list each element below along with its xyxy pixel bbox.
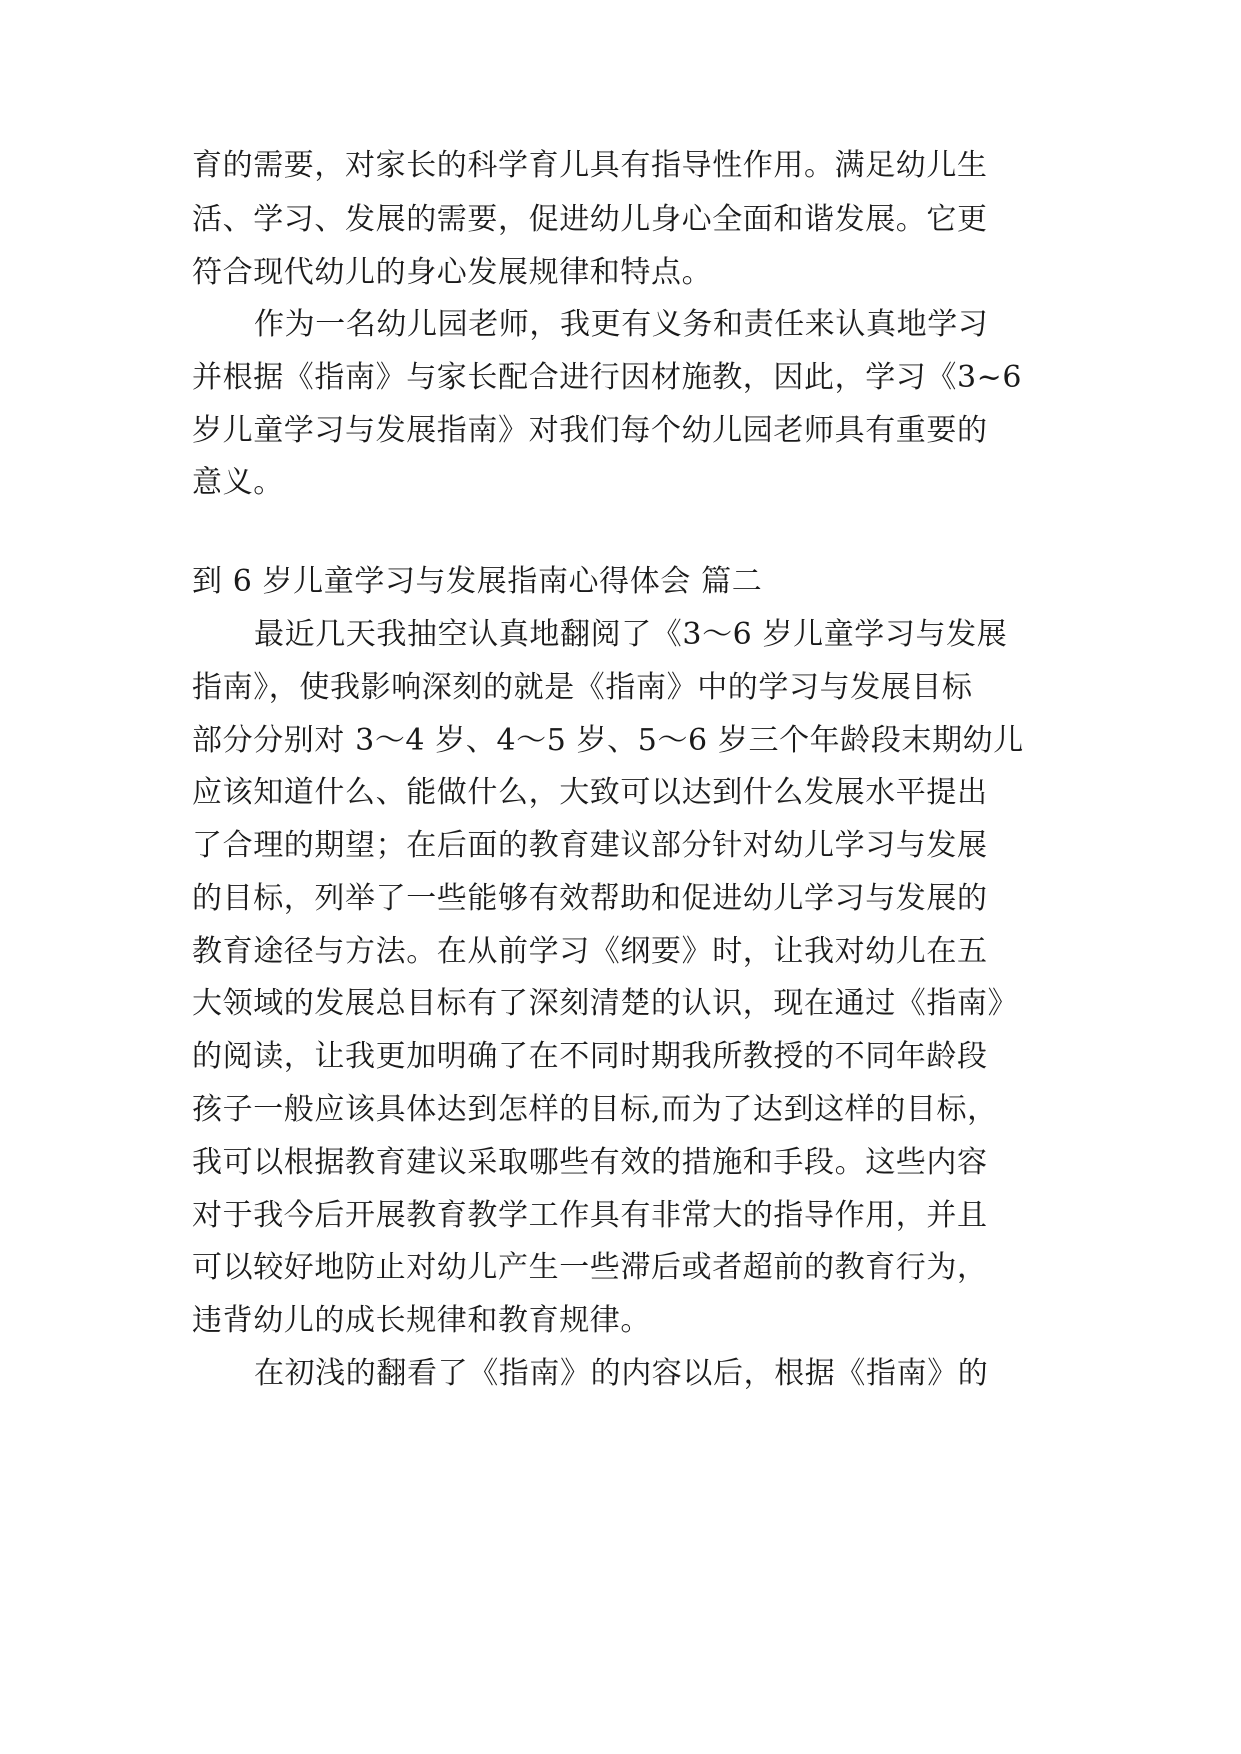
paragraph-line: 并根据《指南》与家长配合进行因材施教，因此，学习《3~6 [192,360,1023,395]
paragraph-line: 育的需要，对家长的科学育儿具有指导性作用。满足幼儿生 [192,148,988,183]
paragraph-line: 我可以根据教育建议采取哪些有效的措施和手段。这些内容 [192,1145,988,1180]
paragraph-line: 意义。 [192,465,284,500]
paragraph-line: 作为一名幼儿园老师，我更有义务和责任来认真地学习 [254,307,989,342]
paragraph-line: 部分分别对 3～4 岁、4～5 岁、5～6 岁三个年龄段末期幼儿 [192,723,1024,758]
paragraph-line: 可以较好地防止对幼儿产生一些滞后或者超前的教育行为， [192,1250,988,1285]
paragraph-line: 岁儿童学习与发展指南》对我们每个幼儿园老师具有重要的 [192,413,988,448]
paragraph-line: 指南》，使我影响深刻的就是《指南》中的学习与发展目标 [192,670,973,705]
paragraph-line: 的目标，列举了一些能够有效帮助和促进幼儿学习与发展的 [192,881,988,916]
paragraph-line: 符合现代幼儿的身心发展规律和特点。 [192,255,713,290]
paragraph-line: 大领域的发展总目标有了深刻清楚的认识，现在通过《指南》 [192,986,1019,1021]
paragraph-line: 应该知道什么、能做什么，大致可以达到什么发展水平提出 [192,775,988,810]
paragraph-line: 教育途径与方法。在从前学习《纲要》时，让我对幼儿在五 [192,934,988,969]
paragraph-line: 在初浅的翻看了《指南》的内容以后，根据《指南》的 [254,1356,989,1391]
paragraph-line: 最近几天我抽空认真地翻阅了《3～6 岁儿童学习与发展 [254,617,1008,652]
section-heading: 到 6 岁儿童学习与发展指南心得体会 篇二 [192,564,763,599]
paragraph-line: 对于我今后开展教育教学工作具有非常大的指导作用，并且 [192,1198,988,1233]
paragraph-line: 活、学习、发展的需要，促进幼儿身心全面和谐发展。它更 [192,202,988,237]
paragraph-line: 孩子一般应该具体达到怎样的目标,而为了达到这样的目标， [192,1092,998,1127]
paragraph-line: 违背幼儿的成长规律和教育规律。 [192,1303,651,1338]
paragraph-line: 了合理的期望；在后面的教育建议部分针对幼儿学习与发展 [192,828,988,863]
paragraph-line: 的阅读，让我更加明确了在不同时期我所教授的不同年龄段 [192,1039,988,1074]
